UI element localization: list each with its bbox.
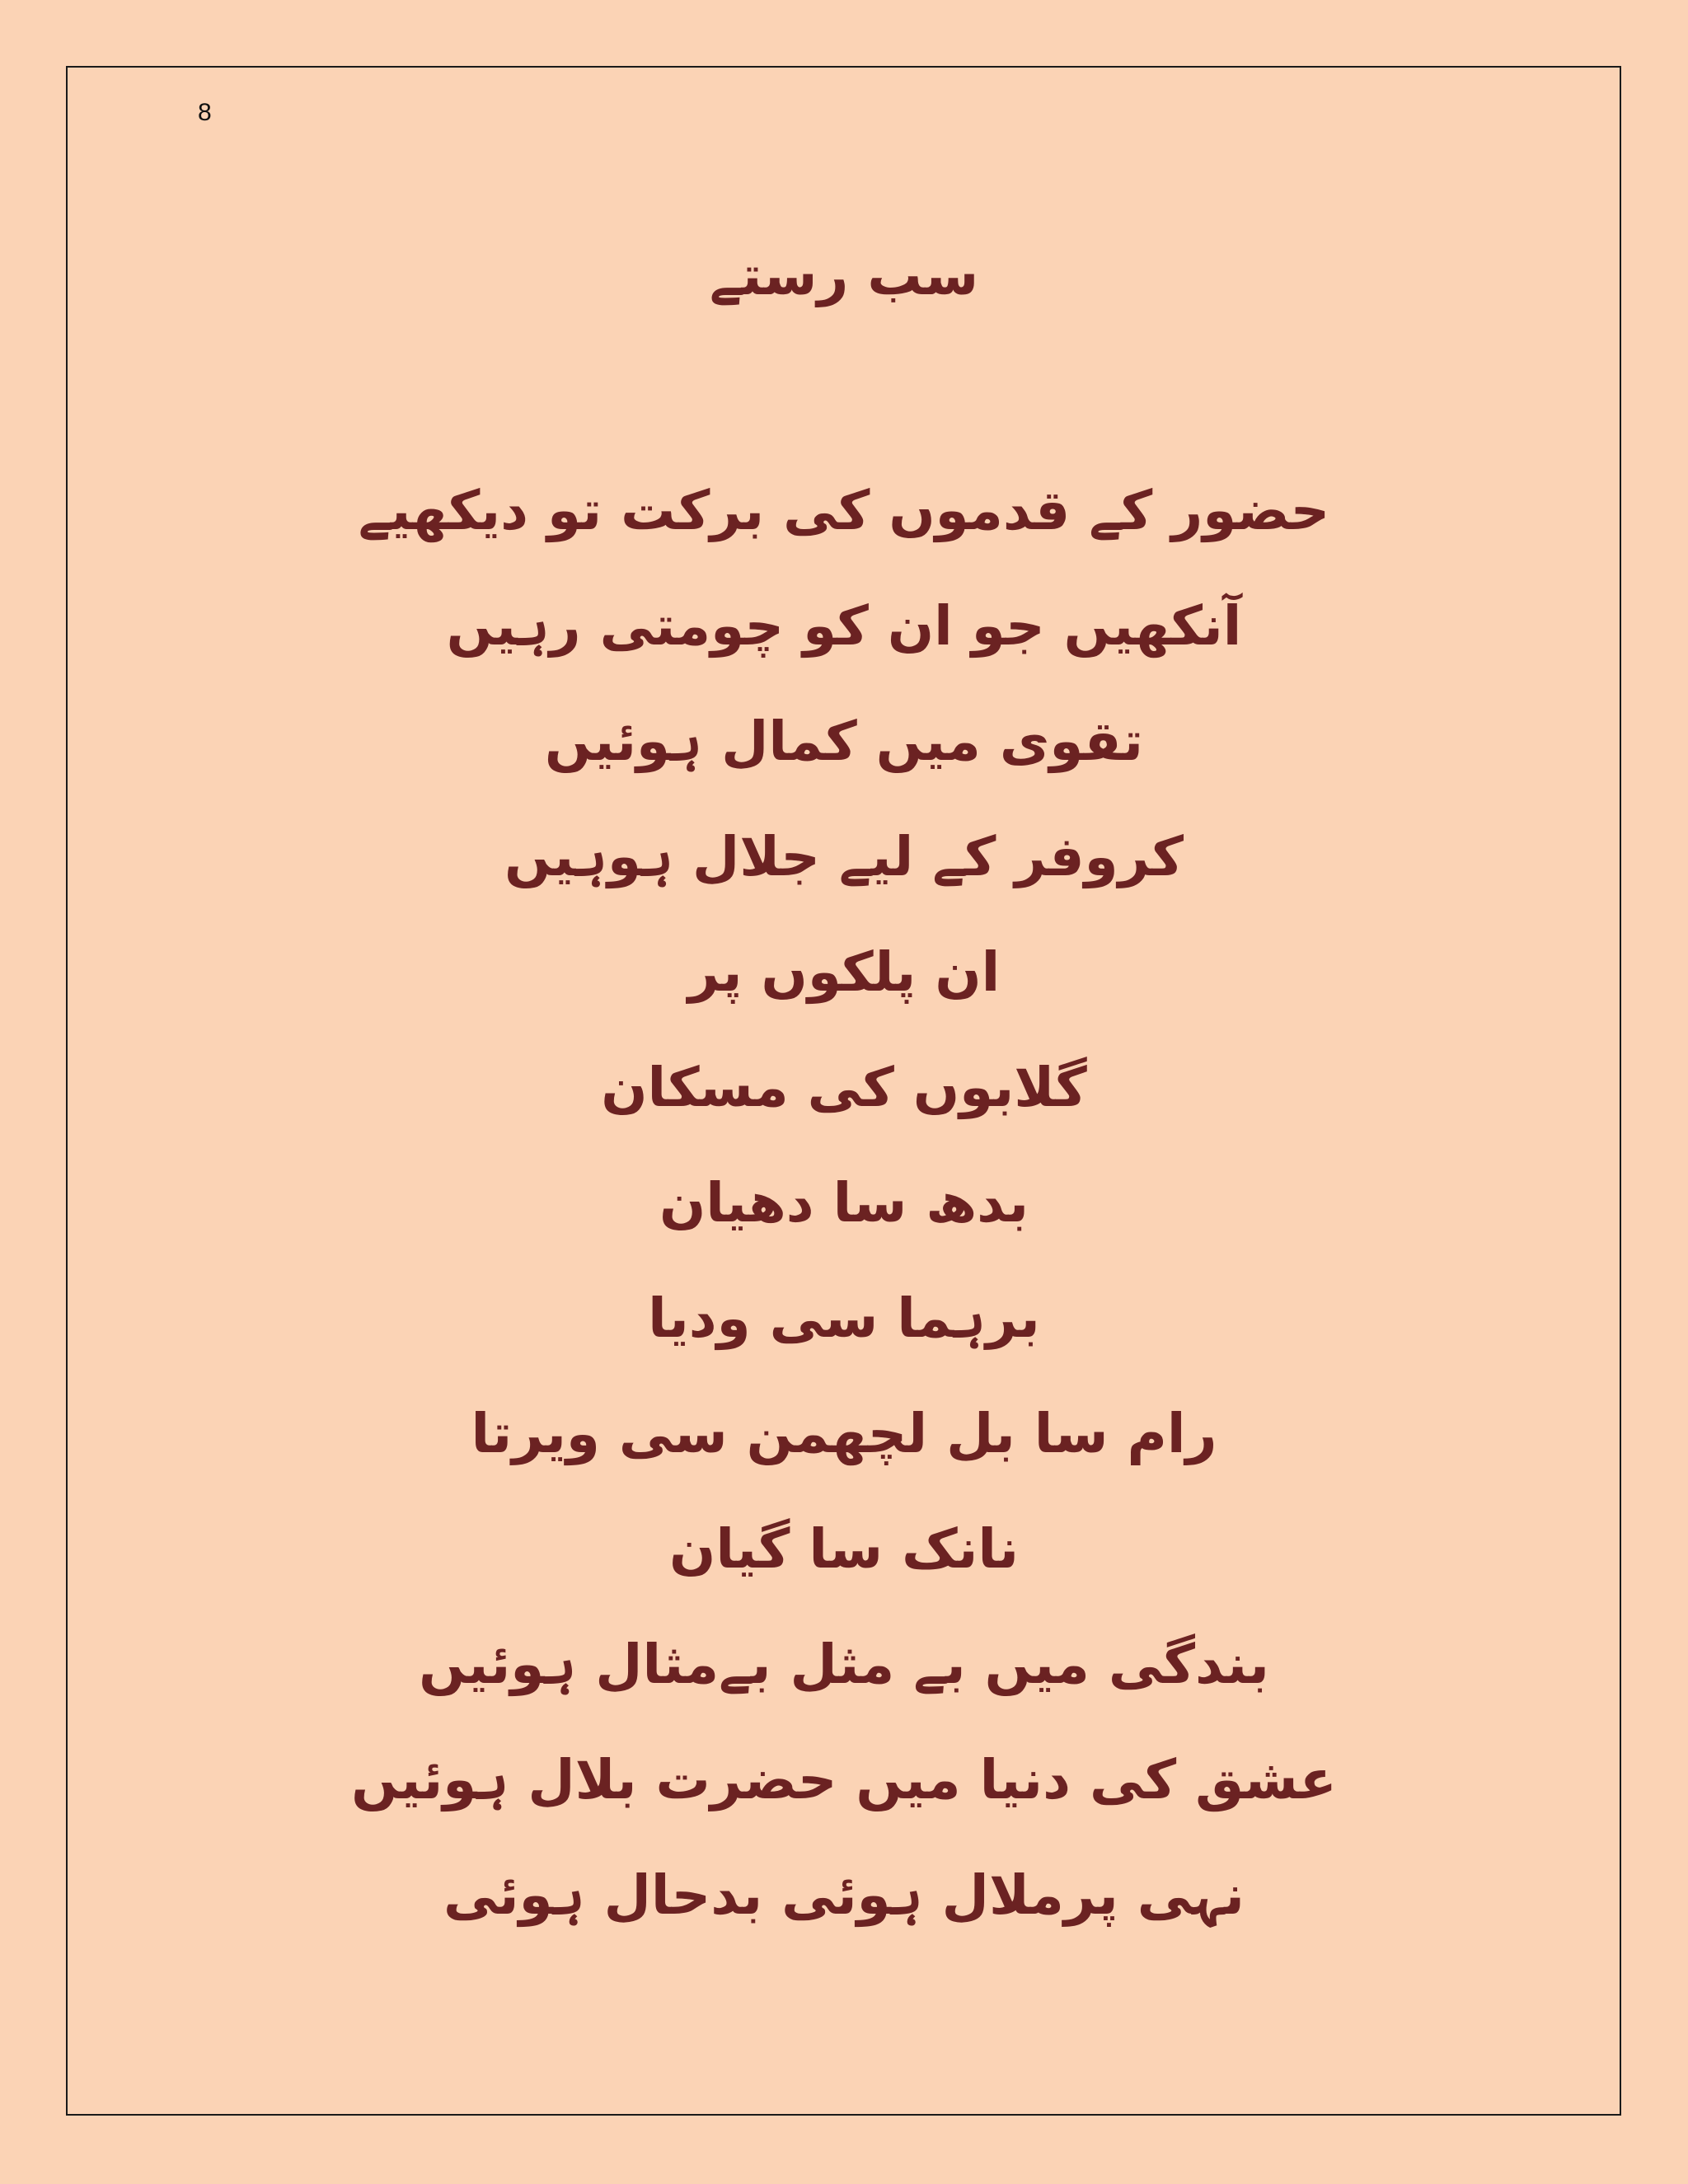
- poem-line: بدھ سا دھیان: [659, 1171, 1029, 1235]
- poem-line: برہما سی ودیا: [648, 1286, 1040, 1350]
- page-number: 8: [198, 99, 212, 126]
- poem-line: حضور کے قدموں کی برکت تو دیکھیے: [358, 479, 1330, 542]
- poem-line: ان پلکوں پر: [687, 940, 1001, 1004]
- poem-line: بندگی میں بے مثل بےمثال ہوئیں: [419, 1633, 1269, 1696]
- poem-line: عشق کی دنیا میں حضرت بلال ہوئیں: [351, 1748, 1337, 1811]
- poem-title: سب رستے: [709, 244, 979, 307]
- poem-line: نانک سا گیان: [668, 1517, 1019, 1581]
- poem-line: آنکھیں جو ان کو چومتی رہیں: [446, 594, 1242, 658]
- poem-line: کروفر کے لیے جلال ہوہیں: [504, 825, 1184, 888]
- poem-body: [0, 466, 1688, 1966]
- poem-line: گلابوں کی مسکان: [601, 1056, 1087, 1119]
- poem-line: تقوی میں کمال ہوئیں: [544, 710, 1144, 773]
- poem-line: رام سا بل لچھمن سی ویرتا: [471, 1402, 1217, 1465]
- poem-line: نہی پرملال ہوئی بدحال ہوئی: [443, 1863, 1245, 1927]
